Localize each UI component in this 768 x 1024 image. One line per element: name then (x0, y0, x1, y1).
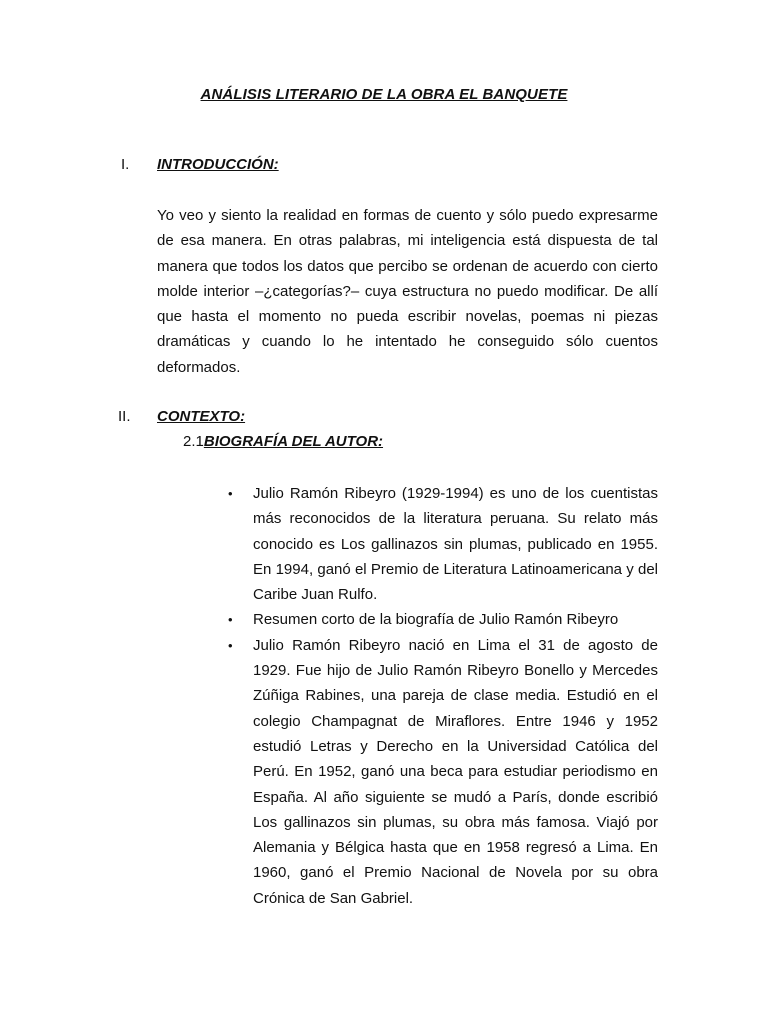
list-item (228, 607, 658, 632)
bullet-icon: • (228, 486, 233, 501)
document-title: ANÁLISIS LITERARIO DE LA OBRA EL BANQUETE (200, 86, 568, 103)
section-1-heading: INTRODUCCIÓN: (157, 156, 279, 173)
bullet-text: Julio Ramón Ribeyro (1929-1994) es uno de los cuentistas más reconocidos de la literatura peruana. Su relato más conocido es Los gallinazos sin plumas, publicado en 1955. En 1994, ganó el Premio de Literatura Latinoamericana y del Caribe Juan Rulfo. (253, 485, 658, 604)
bullet-text: Resumen corto de la biografía de Julio Ramón Ribeyro (253, 611, 619, 629)
section-2-number: II. (118, 408, 131, 425)
subsection-title: BIOGRAFÍA DEL AUTOR: (203, 433, 384, 450)
section-1-number: I. (121, 156, 130, 173)
bullet-text: Julio Ramón Ribeyro nació en Lima el 31 de agosto de 1929. Fue hijo de Julio Ramón Ribeyro Bonello y Mercedes Zúñiga Rabines, una pareja de clase media. Estudió en el colegio Champagnat de Miraflores. Entre 1946 y 1952 estudió Letras y Derecho en la Universidad Católica del Perú. En 1952, ganó una beca para estudiar periodismo en España. Al año siguiente se mudó a París, donde escribió Los gallinazos sin plumas, su obra más famosa. Viajó por Alemania y Bélgica hasta que en 1958 regresó a Lima. En 1960, ganó el Premio Nacional de Novela por su obra Crónica de San Gabriel. (253, 636, 658, 907)
section-2-heading: CONTEXTO: (157, 408, 246, 425)
subsection-number: 2.1 (183, 433, 204, 450)
bullet-icon: • (228, 612, 233, 628)
list-item (228, 481, 658, 607)
list-item (228, 633, 658, 911)
bullet-icon: • (228, 637, 233, 653)
introduction-paragraph: Yo veo y siento la realidad en formas de cuento y sólo puedo expresarme de esa manera. En otras palabras, mi inteligencia está dispuesta de tal manera que todos los datos que percibo se ordenan de acuerdo con cierto molde interior –¿categorías?– cuya estructura no puedo modificar. De allí que hasta el momento no pueda escribir novelas, poemas ni piezas dramáticas y cuando lo he intentado he conseguido sólo cuentos deformados. (157, 207, 658, 376)
subsection-heading (183, 433, 383, 450)
biography-bullet-list (228, 481, 658, 911)
